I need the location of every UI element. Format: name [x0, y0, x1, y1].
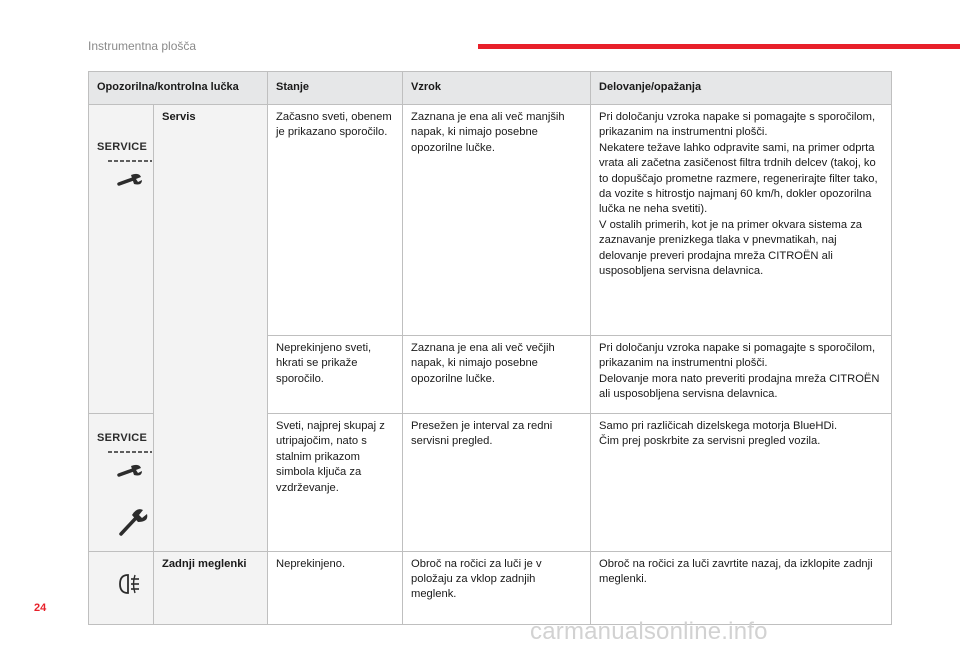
service-row2-delovanje [591, 336, 892, 414]
maintenance-wrench-icon [97, 501, 161, 541]
service-row3-note-2: Čim prej poskrbite za servisni pregled vozila. [599, 435, 821, 448]
fog-lamp-cell [89, 551, 154, 624]
column-header-stanje: Stanje [268, 72, 403, 105]
service-label: Servis [162, 111, 196, 123]
service-row1-delovanje [591, 105, 892, 336]
service-dashed-line-icon [97, 157, 161, 165]
service-row1-note-3: V ostalih primerih, kot je na primer okvara sistema za zaznavanje prenizkega tlaka v pnevmatikah, naj delovanje preveri prodajna mreža CITROËN ali usposobljena servisna delavnica. [599, 218, 863, 278]
wrench-icon [97, 171, 161, 191]
column-header-lamp: Opozorilna/kontrolna lučka [89, 72, 268, 105]
service-row1-vzrok: Zaznana je ena ali več manjših napak, ki nimajo posebne opozorilne lučke. [403, 105, 591, 336]
page-number: 24 [34, 602, 47, 614]
service-row3-note-1: Samo pri različicah dizelskega motorja BlueHDi. [599, 420, 838, 432]
table-row [89, 105, 892, 336]
service-row2-stanje: Neprekinjeno sveti, hkrati se prikaže sporočilo. [268, 336, 403, 414]
fog-vzrok: Obroč na ročici za luči je v položaju za vklop zadnjih meglenk. [403, 551, 591, 624]
header-accent-bar [478, 44, 960, 49]
service-lamp-cell [89, 105, 154, 414]
service-row3-vzrok: Presežen je interval za redni servisni pregled. [403, 414, 591, 552]
rear-fog-light-icon [97, 571, 161, 597]
table-row [89, 551, 892, 624]
service-icon-text-2: SERVICE [97, 432, 148, 444]
page-header-title: Instrumentna plošča [88, 39, 197, 53]
fog-stanje: Neprekinjeno. [268, 551, 403, 624]
service-row1-note-2: Nekatere težave lahko odpravite sami, na primer odprta vrata ali začetna zasičenost filtra trdnih delcev (takoj, ko to dopuščajo prometne razmere, regenerirajte filter tako, da vozite s hitrostjo najmanj 60 km/h, dokler opozorilna lučka ne neha svetiti). [599, 141, 878, 216]
watermark: carmanualsonline.info [530, 618, 768, 645]
service-row2-note-1: Pri določanju vzroka napake si pomagajte s sporočilom, prikazanim na instrumentni plošči. [599, 342, 876, 370]
column-header-delovanje: Delovanje/opažanja [591, 72, 892, 105]
service-row3-stanje: Sveti, najprej skupaj z utripajočim, nato s stalnim prikazom simbola ključa za vzdrževanje. [268, 414, 403, 552]
wrench-icon [97, 462, 161, 482]
service-row2-vzrok: Zaznana je ena ali več večjih napak, ki nimajo posebne opozorilne lučke. [403, 336, 591, 414]
service-maintenance-lamp-cell [89, 414, 154, 552]
column-header-vzrok: Vzrok [403, 72, 591, 105]
table-header-row [89, 72, 892, 105]
service-label-cell [154, 105, 268, 552]
service-row3-delovanje [591, 414, 892, 552]
service-dashed-line-icon [97, 448, 161, 456]
fog-label: Zadnji meglenki [162, 557, 247, 570]
service-icon-text: SERVICE [97, 141, 148, 153]
fog-label-cell [154, 551, 268, 624]
warning-lamps-table [88, 71, 892, 625]
service-row1-stanje: Začasno sveti, obenem je prikazano sporočilo. [268, 105, 403, 336]
service-row1-note-1: Pri določanju vzroka napake si pomagajte s sporočilom, prikazanim na instrumentni plošči. [599, 111, 876, 139]
service-row2-note-2: Delovanje mora nato preveriti prodajna mreža CITROËN ali usposobljena servisna delavnica. [599, 372, 880, 401]
fog-delovanje: Obroč na ročici za luči zavrtite nazaj, da izklopite zadnji meglenki. [591, 551, 892, 624]
